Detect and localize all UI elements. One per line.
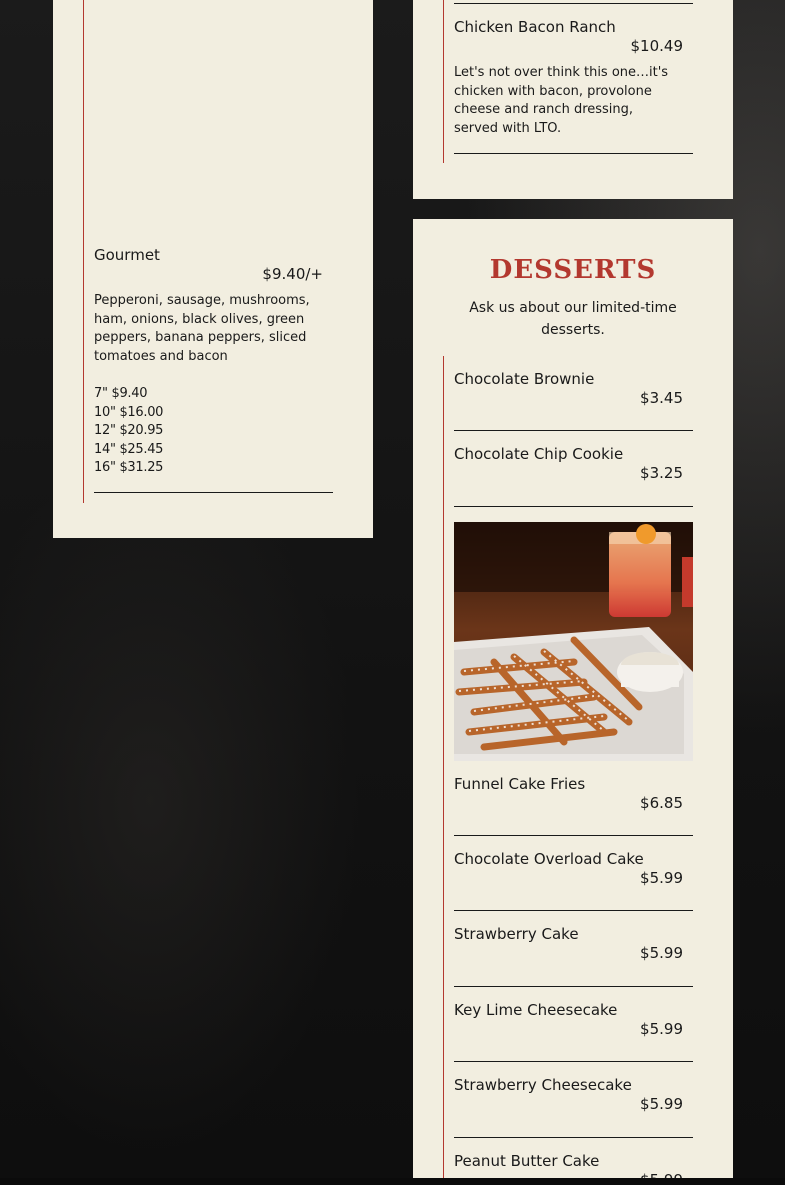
item-divider [454,835,693,836]
dessert-photo-illustration [454,522,693,761]
dessert-item-name: Chocolate Chip Cookie [454,445,624,463]
size-price: 10" $16.00 [94,404,164,420]
pizza-menu-panel [53,0,373,538]
accent-divider [83,0,84,503]
dessert-item-price: $5.99 [640,869,683,887]
dessert-item-name: Funnel Cake Fries [454,775,586,793]
item-divider [454,3,693,4]
dessert-item-price: $5.99 [640,944,683,962]
size-price: 7" $9.40 [94,386,148,401]
menu-item-price: $9.40/+ [262,265,323,283]
size-price: 12" $20.95 [94,423,164,438]
item-divider [454,1137,693,1138]
dessert-item-price: $6.85 [640,794,683,812]
item-divider [454,986,693,987]
dessert-item-name: Strawberry Cake [454,925,579,943]
size-price: 16" $31.25 [94,460,164,475]
dessert-item-name: Strawberry Cheesecake [454,1076,632,1094]
dessert-item-name: Peanut Butter Cake [454,1152,600,1170]
size-price-list [94,385,163,478]
dessert-item-name: Key Lime Cheesecake [454,1001,618,1019]
dessert-item-name: Chocolate Overload Cake [454,850,644,868]
dessert-item-name: Chocolate Brownie [454,370,595,388]
item-divider [94,492,333,493]
size-price: 14" $25.45 [94,441,164,457]
menu-item-description: Let's not over think this one…it's chicken with bacon, provolone cheese and ranch dressing, served with LTO. [454,65,669,136]
desserts-panel [413,219,733,1185]
item-divider [454,1061,693,1062]
item-divider [454,910,693,911]
menu-item-price: $10.49 [630,37,683,55]
menu-item-name: Gourmet [94,246,160,264]
dessert-item-price: $3.25 [640,464,683,482]
accent-divider [443,0,444,163]
sandwich-menu-panel [413,0,733,199]
item-divider [454,430,693,431]
dessert-item-price: $5.99 [640,1020,683,1038]
page-bottom-edge [0,1178,785,1185]
section-subtitle: Ask us about our limited-time desserts. [469,300,677,338]
menu-item-name: Chicken Bacon Ranch [454,18,616,36]
accent-divider [443,356,444,1185]
dessert-item-price: $3.45 [640,389,683,407]
dessert-item-price: $5.99 [640,1095,683,1113]
section-title: DESSERTS [489,255,657,285]
funnel-cake-fries-photo [454,522,693,761]
item-divider [454,153,693,154]
item-divider [454,506,693,507]
menu-item-description: Pepperoni, sausage, mushrooms, ham, onions, black olives, green peppers, banana peppers, sliced tomatoes and bacon [94,293,310,364]
